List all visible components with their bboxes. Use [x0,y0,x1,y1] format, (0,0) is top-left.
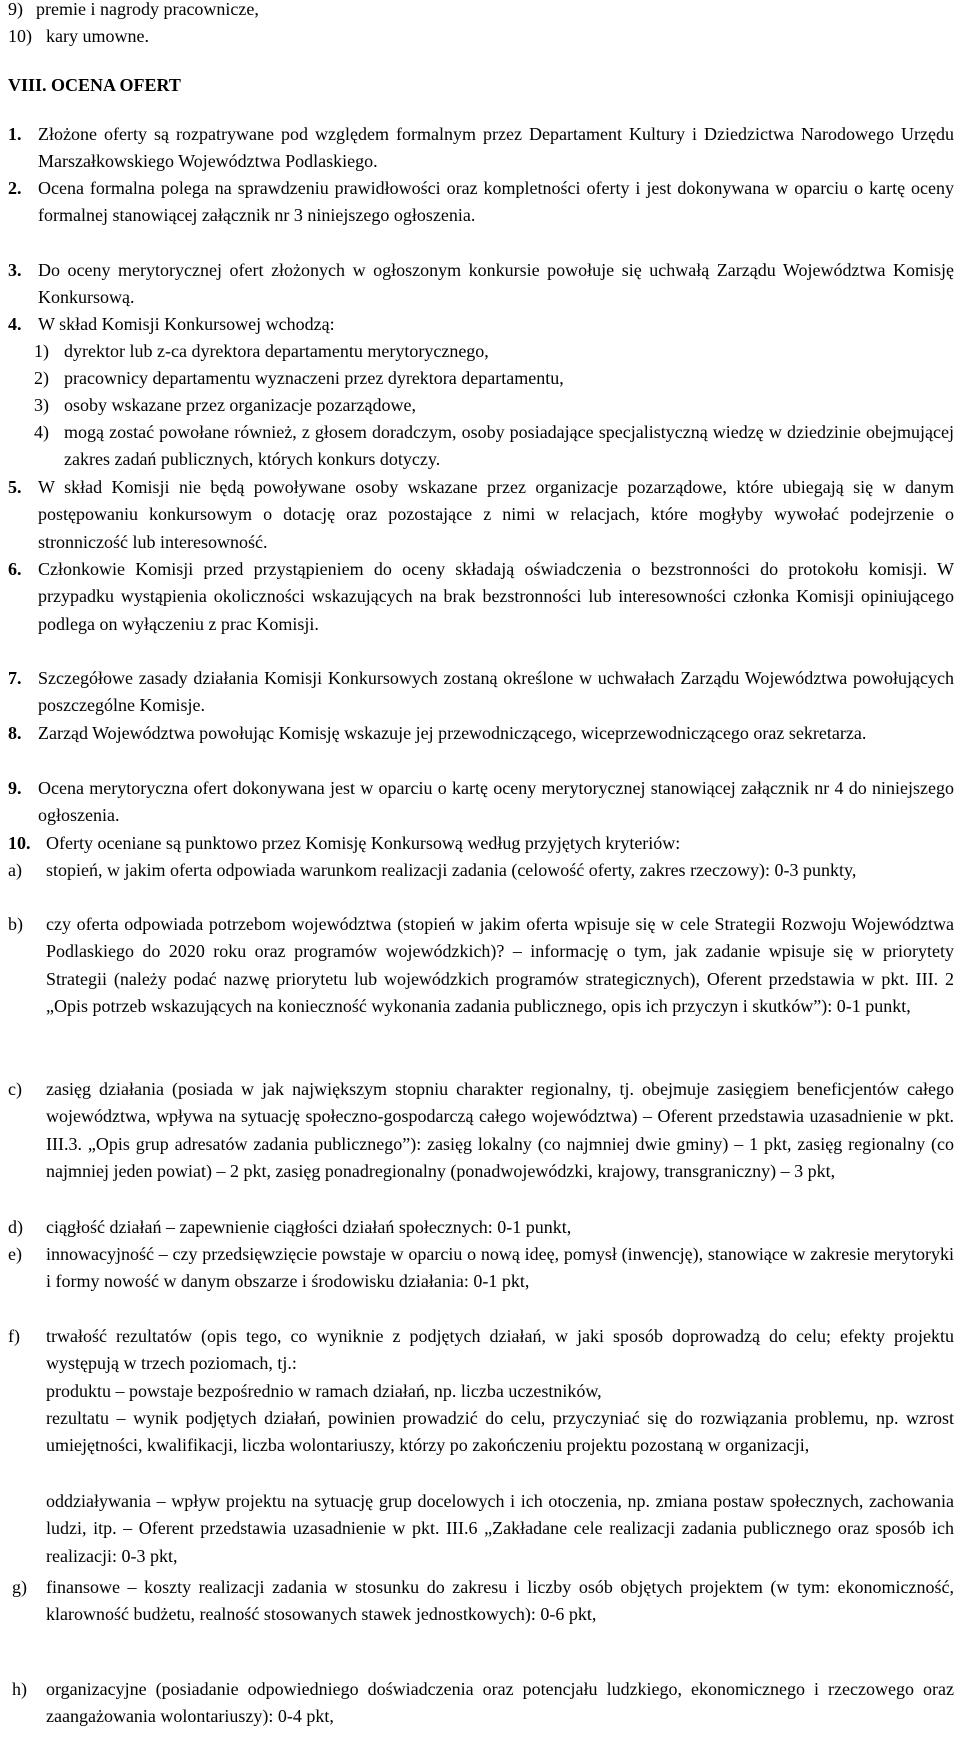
list-number: 10) [8,26,32,46]
criterion-letter: b) [8,914,23,934]
item-number: 2. [8,178,22,198]
section-heading: VIII. OCENA OFERT [8,75,181,95]
effect-level-text: rezultatu – wynik podjętych działań, powinien prowadzić do celu, przyczyniać się do rozwiązania problemu, np. wzrost umiejętności, kwalifikacji, liczba wolontariuszy, którzy po zakończeniu projektu pozostaną w organizacji, [46,1408,954,1456]
item-text: Zarząd Województwa powołując Komisję wskazuje jej przewodniczącego, wiceprzewodniczącego oraz sekretarza. [38,723,867,743]
item-text: pracownicy departamentu wyznaczeni przez dyrektora departamentu, [64,368,564,388]
criterion-letter: f) [8,1326,20,1346]
list-item [8,556,958,664]
criterion-item [8,1323,958,1379]
item-number: 2) [34,368,49,388]
list-number: 9) [8,0,23,19]
criterion-letter: d) [8,1217,23,1237]
list-item [8,720,958,776]
criterion-text: finansowe – koszty realizacji zadania w stosunku do zakresu i liczby osób objętych projektem (w tym: ekonomiczność, klarowność budżetu, realność stosowanych stawek jednostkowych): 0-6 pkt, [46,1577,954,1625]
criterion-letter: h) [12,1679,27,1699]
criterion-text: ciągłość działań – zapewnienie ciągłości działań społecznych: 0-1 punkt, [46,1217,572,1237]
list-text: premie i nagrody pracownicze, [36,0,259,19]
criterion-item [8,1076,958,1212]
item-text: Ocena merytoryczna ofert dokonywana jest w oparciu o kartę oceny merytorycznej stanowiącej załącznik nr 4 do niniejszego ogłoszenia. [38,778,954,826]
item-number: 8. [8,723,22,743]
list-item [8,665,958,721]
criterion-item [8,1241,958,1325]
effect-level-text: oddziaływania – wpływ projektu na sytuację grup docelowych i ich otoczenia, np. zmiana postaw społecznych, zachowania ludzi, itp. – Oferent przedstawia uzasadnienie w pkt. III.6 „Zakładane cele realizacji zadania publicznego oraz sposób ich realizacji: 0-3 pkt, [46,1491,954,1566]
criterion-letter: a) [8,860,22,880]
criterion-text: trwałość rezultatów (opis tego, co wyniknie z podjętych działań, w jaki sposób doprowadzą do celu; efekty projektu występują w trzech poziomach, tj.: [46,1326,954,1374]
item-text: W skład Komisji Konkursowej wchodzą: [38,314,335,334]
list-item [8,474,958,554]
item-number: 4. [8,314,22,334]
criterion-letter: c) [8,1079,22,1099]
item-text: Członkowie Komisji przed przystąpieniem do oceny składają oświadczenia o bezstronności do protokołu komisji. W przypadku wystąpienia okoliczności wskazujących na brak bezstronności lub interesowności członka Komisji opiniującego podlega on wyłączeniu z prac Komisji. [38,559,954,634]
criterion-text: organizacyjne (posiadanie odpowiedniego doświadczenia oraz potencjału ludzkiego, ekonomicznego i rzeczowego oraz zaangażowania wolontariuszy): 0-4 pkt, [46,1679,954,1727]
item-number: 3) [34,395,49,415]
criterion-text: zasięg działania (posiada w jak największym stopniu charakter regionalny, tj. obejmuje zasięgiem beneficjentów całego województwa, wpływa na sytuację społeczno-gospodarczą całego województwa) – Oferent przedstawia uzasadnienie w pkt. III.3. „Opis grup adresatów zadania publicznego”): zasięg lokalny (co najmniej dwie gminy) – 1 pkt, zasięg regionalny (co najmniej jeden powiat) – 2 pkt, zasięg ponadregionalny (ponadwojewódzki, krajowy, transgraniczny) – 3 pkt, [46,1079,954,1181]
list-item [8,257,958,313]
item-number: 1. [8,124,22,144]
item-text: Ocena formalna polega na sprawdzeniu prawidłowości oraz kompletności oferty i jest dokonywana w oparciu o kartę oceny formalnej stanowiącej załącznik nr 3 niniejszego ogłoszenia. [38,178,954,226]
criterion-item [8,857,958,913]
item-number: 4) [34,422,49,442]
list-item [8,175,958,255]
item-number: 10. [8,833,31,853]
item-text: W skład Komisji nie będą powoływane osoby wskazane przez organizacje pozarządowe, które ubiegają się w danym postępowaniu konkursowym o dotację oraz pozostające z nimi w relacjach, które mogłyby wywołać podejrzenie o stronniczość lub interesowność. [38,477,954,552]
criterion-item [8,1574,958,1658]
item-text: Szczegółowe zasady działania Komisji Konkursowych zostaną określone w uchwałach Zarządu Województwa powołujących poszczególne Komisje. [38,668,954,716]
item-text: mogą zostać powołane również, z głosem doradczym, osoby posiadające specjalistyczną wiedzę w dziedzinie obejmującej zakres zadań publicznych, których konkurs dotyczy. [64,422,954,470]
list-item [8,775,958,831]
item-text: Do oceny merytorycznej ofert złożonych w ogłoszonym konkursie powołuje się uchwałą Zarządu Województwa Komisję Konkursową. [38,260,954,308]
criterion-letter: g) [12,1577,27,1597]
criterion-item [8,911,958,1075]
item-text: Oferty oceniane są punktowo przez Komisję Konkursową według przyjętych kryteriów: [46,833,681,853]
list-text: kary umowne. [46,26,149,46]
effect-level [8,1405,958,1489]
criterion-text: czy oferta odpowiada potrzebom województwa (stopień w jakim oferta wpisuje się w cele Strategii Rozwoju Województwa Podlaskiego do 2020 roku oraz programów wojewódzkich)? – informację o tym, jak zadanie wpisuje się w priorytety Strategii (należy podać nazwę priorytetu lub wojewódzkich programów strategicznych), Oferent przedstawia w pkt. III. 2 „Opis potrzeb wskazujących na konieczność wykonania zadania publicznego, opis ich przyczyn i skutków”): 0-1 punkt, [46,914,954,1016]
item-text: dyrektor lub z-ca dyrektora departamentu merytorycznego, [64,341,489,361]
item-number: 9. [8,778,22,798]
effect-level [8,1488,958,1572]
criterion-letter: e) [8,1244,22,1264]
item-number: 7. [8,668,22,688]
item-text: Złożone oferty są rozpatrywane pod względem formalnym przez Departament Kultury i Dziedzictwa Narodowego Urzędu Marszałkowskiego Województwa Podlaskiego. [38,124,954,172]
item-number: 5. [8,477,22,497]
criterion-text: stopień, w jakim oferta odpowiada warunkom realizacji zadania (celowość oferty, zakres rzeczowy): 0-3 punkty, [46,860,857,880]
list-item [8,419,958,475]
item-text: osoby wskazane przez organizacje pozarządowe, [64,395,416,415]
effect-level-text: produktu – powstaje bezpośrednio w ramach działań, np. liczba uczestników, [46,1381,602,1401]
list-item [8,121,958,177]
criterion-item [8,1676,958,1732]
criterion-text: innowacyjność – czy przedsięwzięcie powstaje w oparciu o nową ideę, pomysł (inwencję), stanowiące w zakresie merytoryki i formy nowość w danym obszarze i środowisku działania: 0-1 pkt, [46,1244,954,1292]
item-number: 1) [34,341,49,361]
item-number: 3. [8,260,22,280]
item-number: 6. [8,559,22,579]
